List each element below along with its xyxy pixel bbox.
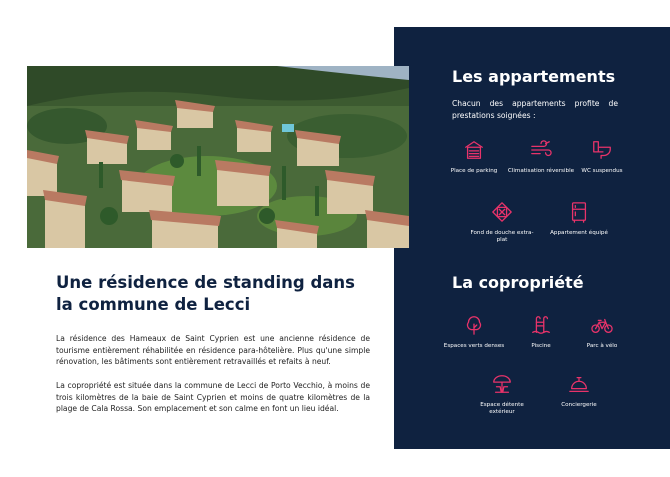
feature-label: Espace détente extérieur xyxy=(480,402,524,416)
feature-equipped-apartment xyxy=(544,201,614,237)
feature-label: Parc à vélo xyxy=(586,343,618,349)
feature-shower-tray xyxy=(467,201,537,245)
residence-aerial-photo xyxy=(27,66,409,248)
feature-label: Appartement équipé xyxy=(550,230,608,236)
parasol-icon xyxy=(491,373,513,395)
apartments-description: Chacun des appartements profite de prestations soignées : xyxy=(452,99,618,120)
feature-label: Fond de douche extra-plat xyxy=(470,230,534,244)
main-title: Une résidence de standing dans la commune de Lecci xyxy=(56,273,355,314)
feature-label: WC suspendus xyxy=(581,168,623,174)
feature-label: Conciergerie xyxy=(561,402,597,408)
copro-title: La copropriété xyxy=(452,273,584,292)
feature-label: Piscine xyxy=(531,343,551,349)
garage-icon xyxy=(463,139,485,161)
apartments-title: Les appartements xyxy=(452,67,616,86)
feature-label: Place de parking xyxy=(450,168,498,174)
intro-paragraph: La résidence des Hameaux de Saint Cyprien est une ancienne résidence de tourisme entièrement réhabilitée en résidence para-hôtelière. Plus qu'une simple rénovation, les bâtiments sont entièrement retravaillés et refaits à neuf. xyxy=(56,334,370,367)
pool-ladder-icon xyxy=(530,314,552,336)
feature-air-conditioning xyxy=(506,139,576,175)
feature-label: Climatisation réversible xyxy=(507,168,575,174)
fridge-icon xyxy=(568,201,590,223)
features-panel xyxy=(394,27,670,449)
tree-icon xyxy=(463,314,485,336)
feature-label: Espaces verts denses xyxy=(443,343,505,349)
feature-pool xyxy=(506,314,576,350)
location-paragraph: La copropriété est située dans la commune de Lecci de Porto Vecchio, à moins de trois kilomètres de la baie de Saint Cyprien et moins de quatre kilomètres de la plage de Cala Rossa. Son emplacement et son calme en font un lieu idéal. xyxy=(56,381,370,414)
feature-parking xyxy=(439,139,509,175)
feature-concierge xyxy=(544,373,614,409)
bicycle-icon xyxy=(591,314,613,336)
feature-green-spaces xyxy=(439,314,509,350)
shower-tray-icon xyxy=(491,201,513,223)
feature-bike-park xyxy=(567,314,637,350)
concierge-bell-icon xyxy=(568,373,590,395)
air-conditioning-icon xyxy=(530,139,552,161)
toilet-icon xyxy=(591,139,613,161)
feature-wc xyxy=(567,139,637,175)
feature-outdoor-relax xyxy=(467,373,537,417)
